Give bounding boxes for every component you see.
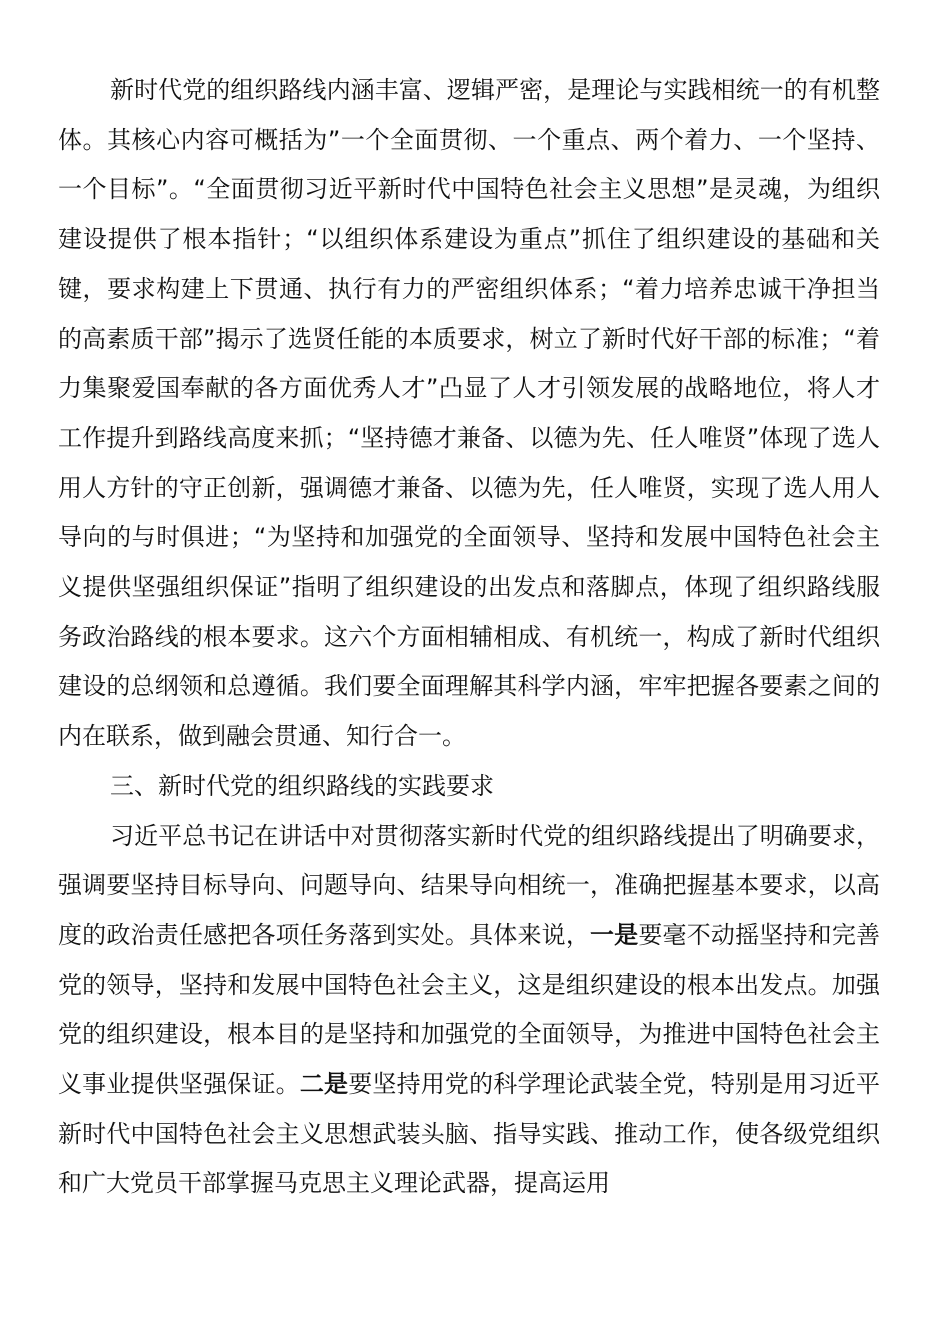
paragraph-intro: 习近平总书记在讲话中对贯彻落实新时代党的组织路线提出了明确要求，强调要坚持目标导向、问题导向、结果导向相统一，准确把握基本要求，以高度的政治责任感把各项任务落到实处。具体来说，	[58, 821, 880, 949]
point-two-text: 要坚持用党的科学理论武装全党，特别是用习近平新时代中国特色社会主义思想武装头脑、指导实践、推动工作，使各级党组织和广大党员干部掌握马克思主义理论武器，提高运用	[58, 1070, 881, 1198]
document-page	[58, 66, 880, 1209]
paragraph-practice-requirements	[58, 812, 880, 1210]
section-heading: 三、新时代党的组织路线的实践要求	[110, 771, 494, 800]
paragraph-core-content: 新时代党的组织路线内涵丰富、逻辑严密，是理论与实践相统一的有机整体。其核心内容可概括为”一个全面贯彻、一个重点、两个着力、一个坚持、一个目标”。“全面贯彻习近平新时代中国特色社会主义思想”是灵魂，为组织建设提供了根本指针；“以组织体系建设为重点”抓住了组织建设的基础和关键，要求构建上下贯通、执行有力的严密组织体系；“着力培养忠诚干净担当的高素质干部”揭示了选贤任能的本质要求，树立了新时代好干部的标准；“着力集聚爱国奉献的各方面优秀人才”凸显了人才引领发展的战略地位，将人才工作提升到路线高度来抓；“坚持德才兼备、以德为先、任人唯贤”体现了选人用人方针的守正创新，强调德才兼备、以德为先，任人唯贤，实现了选人用人导向的与时俱进；“为坚持和加强党的全面领导、坚持和发展中国特色社会主义提供坚强组织保证”指明了组织建设的出发点和落脚点，体现了组织路线服务政治路线的根本要求。这六个方面相辅相成、有机统一，构成了新时代组织建设的总纲领和总遵循。我们要全面理解其科学内涵，牢牢把握各要素之间的内在联系，做到融会贯通、知行合一。	[58, 76, 880, 751]
point-one-text: 要毫不动摇坚持和完善党的领导，坚持和发展中国特色社会主义，这是组织建设的根本出发点。加强党的组织建设，根本目的是坚持和加强党的全面领导，为推进中国特色社会主义事业提供坚强保证。	[58, 920, 881, 1099]
point-two-label: 二是	[299, 1070, 349, 1099]
point-one-label: 一是	[590, 920, 639, 949]
